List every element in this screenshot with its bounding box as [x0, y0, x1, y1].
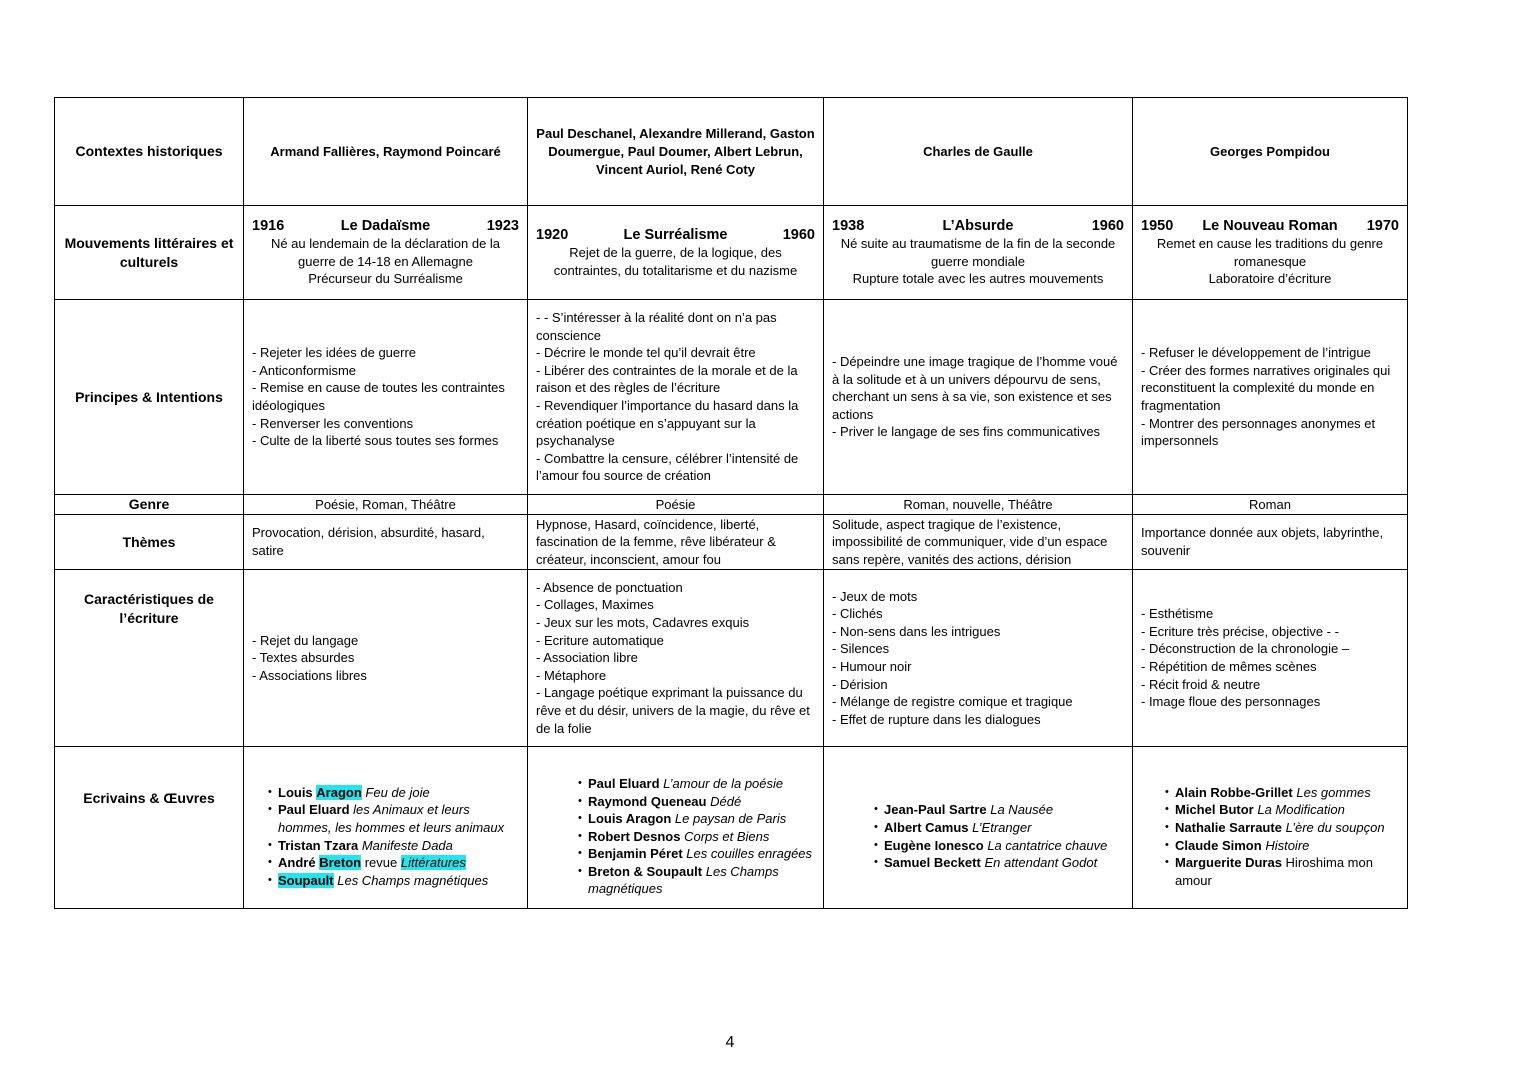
- characteristic-item: - Rejet du langage: [252, 632, 359, 648]
- row-themes: [55, 515, 1408, 570]
- writer-item: [270, 872, 519, 890]
- principle-item: - - S’intéresser à la réalité dont on n’a pas conscience: [536, 310, 777, 343]
- context-cell: Georges Pompidou: [1133, 98, 1408, 206]
- principle-item: - Libérer des contraintes de la morale et de la raison et des règles de l’écriture: [536, 362, 798, 396]
- writer-item: [580, 828, 815, 846]
- movement-description: guerre mondiale: [931, 253, 1025, 269]
- writer-name: André: [278, 855, 316, 871]
- principle-item: - Combattre la censure, célébrer l’intensité de l’amour fou source de création: [536, 450, 799, 484]
- movement-name: Le Dadaïsme: [340, 218, 431, 235]
- writer-name: Albert Camus: [884, 819, 969, 835]
- principle-item: - Remise en cause de toutes les contraintes idéologiques: [252, 380, 505, 413]
- writers-list: [562, 775, 815, 898]
- writer-name-highlighted: Breton: [319, 855, 362, 871]
- label-writers: Ecrivains & Œuvres: [55, 747, 244, 909]
- work-title: Les Champs magnétiques: [588, 863, 779, 897]
- principles-list: [252, 344, 519, 450]
- writer-name: Alain Robbe-Grillet: [1175, 784, 1293, 800]
- context-cell: Paul Deschanel, Alexandre Millerand, Gaston Doumergue, Paul Doumer, Albert Lebrun, Vincent Auriol, René Coty: [528, 98, 824, 206]
- row-movements: [55, 206, 1408, 300]
- characteristic-item: - Répétition de mêmes scènes: [1141, 659, 1317, 674]
- movement-cell: [824, 206, 1133, 300]
- themes-cell: Solitude, aspect tragique de l’existence, impossibilité de communiquer, vide d’un espace sans repère, vanités des actions, dérision: [824, 515, 1133, 570]
- movement-start-year: 1920: [536, 226, 569, 243]
- writers-cell: [1133, 747, 1408, 909]
- label-characteristics: Caractéristiques de l’écriture: [55, 570, 244, 747]
- writer-name: Paul Eluard: [278, 802, 350, 818]
- work-title: La cantatrice chauve: [987, 837, 1108, 853]
- writers-cell: [528, 747, 824, 909]
- writer-item: [580, 775, 815, 793]
- writer-name: Samuel Beckett: [884, 855, 981, 871]
- characteristic-item: - Mélange de registre comique et tragique: [832, 694, 1073, 710]
- movement-description: Rejet de la guerre, de la logique, des: [569, 244, 782, 260]
- context-cell: Armand Fallières, Raymond Poincaré: [244, 98, 528, 206]
- characteristic-item: - Clichés: [832, 606, 883, 622]
- work-title: Feu de joie: [365, 784, 430, 800]
- writer-item: [270, 854, 519, 872]
- movement-description: Né au lendemain de la déclaration de la: [270, 236, 501, 252]
- movement-header: [832, 217, 1124, 235]
- work-title: Manifeste Dada: [361, 837, 453, 853]
- movement-end-year: 1960: [1091, 218, 1124, 235]
- movement-header: [1141, 217, 1399, 235]
- movement-description: Laboratoire d’écriture: [1208, 271, 1332, 287]
- writer-item: [580, 863, 815, 898]
- row-genre: [55, 495, 1408, 515]
- writers-cell: [244, 747, 528, 909]
- characteristic-item: - Effet de rupture dans les dialogues: [832, 711, 1041, 727]
- movement-name: Le Nouveau Roman: [1202, 218, 1338, 235]
- writer-item: [876, 854, 1124, 872]
- writer-item: [270, 837, 519, 855]
- movement-description: Précurseur du Surréalisme: [308, 271, 463, 287]
- characteristic-item: - Absence de ponctuation: [536, 579, 683, 595]
- writer-item: [1167, 801, 1399, 819]
- principle-item: - Rejeter les idées de guerre: [252, 345, 417, 361]
- label-movements: Mouvements littéraires et culturels: [55, 206, 244, 300]
- writer-item: [1167, 819, 1399, 837]
- row-context: [55, 98, 1408, 206]
- work-title: L’ère du soupçon: [1285, 819, 1385, 835]
- characteristics-cell: [528, 570, 824, 747]
- work-title: La Modification: [1257, 802, 1345, 818]
- principles-cell: [244, 300, 528, 495]
- work-title: Corps et Biens: [684, 828, 770, 844]
- principle-item: - Refuser le développement de l’intrigue: [1141, 345, 1371, 361]
- characteristics-list: [536, 579, 815, 737]
- characteristic-item: - Esthétisme: [1141, 606, 1214, 622]
- movement-header: [252, 217, 519, 235]
- principle-item: - Priver le langage de ses fins communicatives: [832, 424, 1101, 440]
- themes-cell: Provocation, dérision, absurdité, hasard, satire: [244, 515, 528, 570]
- characteristic-item: - Image floue des personnages: [1141, 694, 1321, 710]
- work-title: Dédé: [710, 793, 742, 809]
- writer-item: [1167, 784, 1399, 802]
- characteristic-item: - Ecriture automatique: [536, 632, 664, 648]
- principle-item: - Montrer des personnages anonymes et impersonnels: [1141, 415, 1376, 449]
- characteristic-item: - Métaphore: [536, 667, 607, 683]
- writer-item: [876, 837, 1124, 855]
- genre-cell: Poésie: [528, 495, 824, 515]
- movement-cell: [244, 206, 528, 300]
- movement-description: romanesque: [1233, 253, 1307, 269]
- writer-item: [876, 819, 1124, 837]
- work-title: Les couilles enragées: [686, 846, 813, 862]
- work-title: Le paysan de Paris: [674, 811, 787, 827]
- writer-name: Michel Butor: [1175, 802, 1254, 818]
- characteristics-cell: [824, 570, 1133, 747]
- work-title: les Animaux et leurs hommes, les hommes et leurs animaux: [278, 802, 505, 835]
- writer-item: [876, 801, 1124, 819]
- principle-item: - Créer des formes narratives originales qui reconstituent la complexité du monde en fragmentation: [1141, 362, 1391, 413]
- principles-cell: [1133, 300, 1408, 495]
- movement-start-year: 1916: [252, 218, 285, 235]
- movement-end-year: 1923: [486, 218, 519, 235]
- movement-description: Rupture totale avec les autres mouvements: [852, 271, 1104, 287]
- label-genre: Genre: [55, 495, 244, 515]
- writer-name: Marguerite Duras: [1175, 855, 1282, 871]
- characteristic-item: - Silences: [832, 641, 890, 657]
- writer-item: [1167, 854, 1399, 889]
- themes-cell: Importance donnée aux objets, labyrinthe, souvenir: [1133, 515, 1408, 570]
- characteristic-item: - Humour noir: [832, 659, 912, 674]
- work-title: La Nausée: [990, 802, 1054, 818]
- writer-name: Robert Desnos: [588, 828, 681, 844]
- principle-item: - Décrire le monde tel qu’il devrait être: [536, 345, 756, 361]
- movement-header: [536, 226, 815, 244]
- movement-description: Né suite au traumatisme de la fin de la seconde: [840, 236, 1116, 252]
- work-title-plain: Hiroshima mon amour: [1175, 855, 1373, 888]
- work-title: L’amour de la poésie: [663, 775, 784, 791]
- writer-name: Louis Aragon: [588, 811, 672, 827]
- characteristic-item: - Récit froid & neutre: [1141, 676, 1261, 692]
- writer-name: Claude Simon: [1175, 837, 1262, 853]
- writer-item: [270, 801, 519, 836]
- label-principles: Principes & Intentions: [55, 300, 244, 495]
- characteristic-item: - Langage poétique exprimant la puissance du rêve et du désir, univers de la magie, du rêve et de la folie: [536, 685, 810, 736]
- work-title: Histoire: [1265, 837, 1310, 853]
- characteristic-item: - Déconstruction de la chronologie –: [1141, 641, 1350, 657]
- writer-name: Nathalie Sarraute: [1175, 819, 1282, 835]
- movement-name: L’Absurde: [942, 218, 1014, 235]
- work-title: Les gommes: [1296, 784, 1371, 800]
- writer-name: Eugène Ionesco: [884, 837, 984, 853]
- principles-list: [832, 353, 1124, 441]
- genre-cell: Roman, nouvelle, Théâtre: [824, 495, 1133, 515]
- movement-start-year: 1950: [1141, 218, 1174, 235]
- genre-cell: Poésie, Roman, Théâtre: [244, 495, 528, 515]
- movement-cell: [1133, 206, 1408, 300]
- characteristic-item: - Associations libres: [252, 667, 367, 683]
- characteristic-item: - Dérision: [832, 676, 888, 692]
- movement-end-year: 1970: [1366, 218, 1399, 235]
- principle-item: - Anticonformisme: [252, 362, 357, 378]
- principle-item: - Culte de la liberté sous toutes ses formes: [252, 433, 499, 449]
- characteristics-cell: [1133, 570, 1408, 747]
- context-cell: Charles de Gaulle: [824, 98, 1133, 206]
- writers-list: [252, 784, 519, 890]
- characteristic-item: - Association libre: [536, 650, 638, 666]
- genre-cell: Roman: [1133, 495, 1408, 515]
- writer-name: Benjamin Péret: [588, 846, 683, 862]
- writer-item: [580, 793, 815, 811]
- writer-name: Tristan Tzara: [278, 837, 359, 853]
- work-title: Les Champs magnétiques: [337, 872, 489, 888]
- movement-start-year: 1938: [832, 218, 865, 235]
- writer-item: [270, 784, 519, 802]
- row-principles: [55, 300, 1408, 495]
- principle-item: - Dépeindre une image tragique de l’homme voué à la solitude et à un univers dépourvu de sens, cherchant un sens à sa vie, son existence et ses actions: [832, 354, 1118, 422]
- movement-end-year: 1960: [782, 226, 815, 243]
- movement-description: contraintes, du totalitarisme et du nazisme: [553, 262, 798, 278]
- writers-list: [1149, 784, 1399, 890]
- writer-item: [580, 845, 815, 863]
- label-context: Contextes historiques: [55, 98, 244, 206]
- characteristic-item: - Ecriture très précise, objective - -: [1141, 623, 1339, 639]
- writer-name-highlighted: Soupault: [278, 872, 334, 888]
- characteristic-item: - Textes absurdes: [252, 650, 355, 666]
- writer-name-highlighted: Aragon: [316, 784, 362, 800]
- row-writers: [55, 747, 1408, 909]
- principles-list: [536, 309, 815, 485]
- work-title: En attendant Godot: [984, 855, 1098, 871]
- movement-description: guerre de 14-18 en Allemagne: [298, 253, 473, 269]
- principles-cell: [528, 300, 824, 495]
- principles-cell: [824, 300, 1133, 495]
- writer-item: [1167, 837, 1399, 855]
- movement-description: Remet en cause les traditions du genre: [1156, 236, 1384, 252]
- characteristics-list: [1141, 605, 1399, 711]
- writer-item: [580, 810, 815, 828]
- principle-item: - Revendiquer l’importance du hasard dans la création poétique en s’appuyant sur la psychanalyse: [536, 398, 799, 449]
- characteristics-cell: [244, 570, 528, 747]
- literary-movements-table: [54, 97, 1408, 909]
- writer-name: Breton & Soupault: [588, 863, 703, 879]
- writer-name: Raymond Queneau: [588, 793, 707, 809]
- work-title: revue: [364, 855, 398, 871]
- work-title-highlighted: Littératures: [400, 855, 466, 871]
- themes-cell: Hypnose, Hasard, coïncidence, liberté, fascination de la femme, rêve libérateur & créateur, inconscient, amour fou: [528, 515, 824, 570]
- characteristic-item: - Jeux de mots: [832, 588, 918, 604]
- row-characteristics: [55, 570, 1408, 747]
- writers-cell: [824, 747, 1133, 909]
- page-number: 4: [725, 1034, 735, 1051]
- label-themes: Thèmes: [55, 515, 244, 570]
- characteristic-item: - Non-sens dans les intrigues: [832, 623, 1001, 639]
- writers-list: [858, 801, 1124, 871]
- writer-name: Jean-Paul Sartre: [884, 802, 987, 818]
- movement-name: Le Surréalisme: [623, 226, 728, 243]
- writer-name: Paul Eluard: [588, 775, 660, 791]
- work-title: L’Etranger: [972, 819, 1032, 835]
- characteristics-list: [252, 632, 519, 685]
- characteristic-item: - Collages, Maximes: [536, 597, 654, 613]
- writer-name: Louis: [278, 784, 313, 800]
- characteristics-list: [832, 588, 1124, 729]
- movement-cell: [528, 206, 824, 300]
- principle-item: - Renverser les conventions: [252, 415, 414, 431]
- characteristic-item: - Jeux sur les mots, Cadavres exquis: [536, 615, 750, 631]
- principles-list: [1141, 344, 1399, 450]
